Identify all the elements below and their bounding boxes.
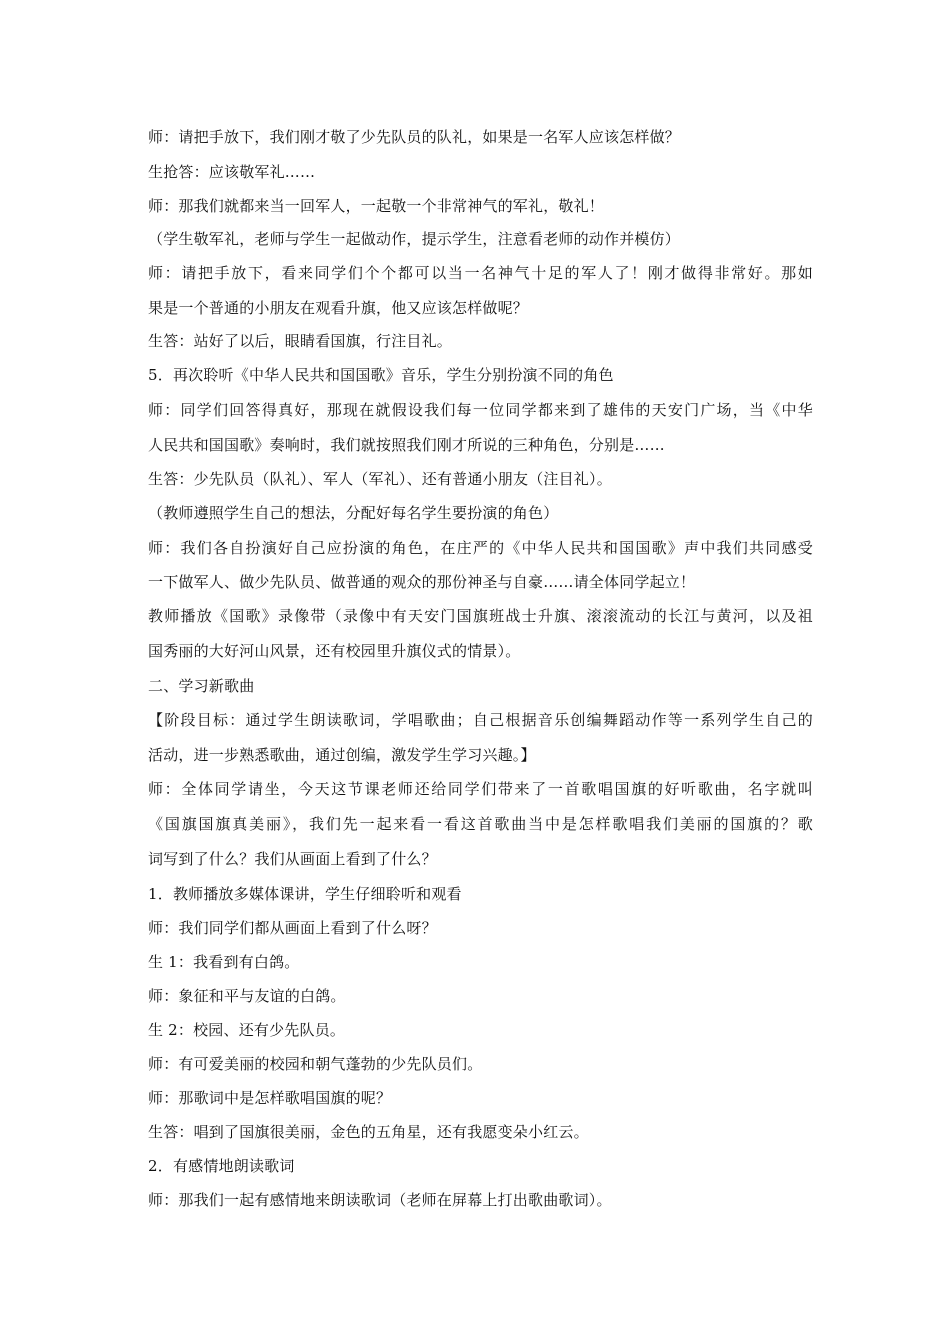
- text-line: 生答：唱到了国旗很美丽，金色的五角星，还有我愿变朵小红云。: [148, 1123, 589, 1141]
- text-line: 生 2：校园、还有少先队员。: [148, 1021, 346, 1039]
- text-line: 国秀丽的大好河山风景，还有校园里升旗仪式的情景）。: [148, 642, 521, 660]
- text-line: （教师遵照学生自己的想法，分配好每名学生要扮演的角色）: [148, 504, 559, 522]
- section-heading: 二、学习新歌曲: [148, 677, 255, 695]
- text-line: 教师播放《国歌》录像带（录像中有天安门国旗班战士升旗、滚滚流动的长江与黄河，以及祖: [148, 607, 813, 625]
- text-line: 生答：少先队员（队礼）、军人（军礼）、还有普通小朋友（注目礼）。: [148, 470, 612, 488]
- text-line: 师：我们同学们都从画面上看到了什么呀？: [148, 919, 437, 937]
- text-line: 果是一个普通的小朋友在观看升旗，他又应该怎样做呢？: [148, 299, 529, 317]
- text-line: 师：全体同学请坐，今天这节课老师还给同学们带来了一首歌唱国旗的好听歌曲，名字就叫: [148, 780, 813, 798]
- text-line: 师：有可爱美丽的校园和朝气蓬勃的少先队员们。: [148, 1055, 483, 1073]
- text-line: 师：那我们一起有感情地来朗读歌词（老师在屏幕上打出歌曲歌词）。: [148, 1191, 612, 1209]
- text-line: 5．再次聆听《中华人民共和国国歌》音乐，学生分别扮演不同的角色: [148, 366, 614, 384]
- text-line: 师：请把手放下，我们刚才敬了少先队员的队礼，如果是一名军人应该怎样做？: [148, 128, 681, 146]
- text-line: （学生敬军礼，老师与学生一起做动作，提示学生，注意看老师的动作并模仿）: [148, 230, 681, 248]
- text-line: 师：同学们回答得真好，那现在就假设我们每一位同学都来到了雄伟的天安门广场，当《中华: [148, 401, 813, 419]
- text-line: 1．教师播放多媒体课讲，学生仔细聆听和观看: [148, 885, 462, 903]
- text-line: 师：象征和平与友谊的白鸽。: [148, 987, 346, 1005]
- text-line: 人民共和国国歌》奏响时，我们就按照我们刚才所说的三种角色，分别是……: [148, 436, 665, 454]
- text-line: 一下做军人、做少先队员、做普通的观众的那份神圣与自豪……请全体同学起立！: [148, 573, 696, 591]
- text-line: 活动，进一步熟悉歌曲，通过创编，激发学生学习兴趣。】: [148, 746, 536, 764]
- text-line: 【阶段目标：通过学生朗读歌词，学唱歌曲；自己根据音乐创编舞蹈动作等一系列学生自己的: [148, 711, 813, 729]
- text-line: 生 1：我看到有白鸽。: [148, 953, 300, 971]
- text-line: 师：请把手放下，看来同学们个个都可以当一名神气十足的军人了！刚才做得非常好。那如: [148, 264, 813, 282]
- text-line: 生抢答：应该敬军礼……: [148, 163, 316, 181]
- text-line: 2．有感情地朗读歌词: [148, 1157, 295, 1175]
- text-line: 师：我们各自扮演好自己应扮演的角色，在庄严的《中华人民共和国国歌》声中我们共同感受: [148, 539, 813, 557]
- text-line: 词写到了什么？我们从画面上看到了什么？: [148, 850, 437, 868]
- text-line: 师：那歌词中是怎样歌唱国旗的呢？: [148, 1089, 392, 1107]
- text-line: 师：那我们就都来当一回军人，一起敬一个非常神气的军礼，敬礼！: [148, 197, 605, 215]
- text-line: 生答：站好了以后，眼睛看国旗，行注目礼。: [148, 332, 453, 350]
- text-line: 《国旗国旗真美丽》，我们先一起来看一看这首歌曲当中是怎样歌唱我们美丽的国旗的？歌: [148, 815, 813, 833]
